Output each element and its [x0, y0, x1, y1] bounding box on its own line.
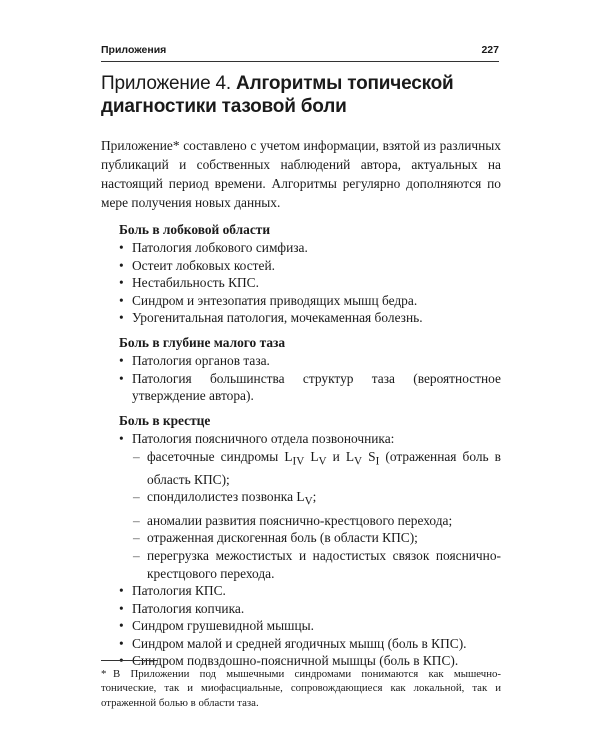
intro-paragraph: Приложение* составлено с учетом информации, взятой из различных публикаций и собственных наблюдений автора, актуальных на настоящий период времени. Алгоритмы регулярно дополняются по мере получения новых данных. — [101, 138, 501, 210]
section-heading: Боль в лобковой области — [119, 222, 271, 237]
subscript: V — [318, 455, 327, 468]
appendix-title-bold: Алгоритмы топической диагностики тазовой боли — [101, 73, 454, 117]
page-number: 227 — [481, 44, 499, 56]
text-part: и L — [326, 448, 355, 464]
section-heading: Боль в глубине малого таза — [119, 335, 286, 350]
list-item: • Синдром подвздошно-поясничной мышцы (боль в КПС). — [119, 652, 501, 670]
appendix-title-prefix: Приложение 4. — [101, 73, 237, 94]
footnote-mark: * — [101, 668, 107, 680]
footnote — [101, 667, 501, 710]
text-part: L — [304, 448, 319, 464]
appendix-title — [101, 72, 501, 118]
list-item: • Остеит лобковых костей. — [119, 257, 501, 275]
list-item: • Патология КПС. — [119, 582, 501, 600]
subscript: V — [304, 496, 313, 509]
sub-item-spondylolisthesis — [132, 488, 501, 511]
list-item: • Нестабильность КПС. — [119, 274, 501, 292]
text-part: фасеточные синдромы L — [147, 448, 293, 464]
list-item: • Патология копчика. — [119, 600, 501, 618]
section-pubic-pain — [119, 221, 501, 327]
running-header — [101, 44, 499, 60]
list-item: • Синдром малой и средней ягодичных мышц (боль в КПС). — [119, 635, 501, 653]
dash-list — [132, 448, 501, 583]
subscript: V — [354, 455, 363, 468]
text-part: S — [362, 448, 376, 464]
sub-item-anomalies: – аномалии развития пояснично-крестцового перехода; — [132, 512, 501, 530]
list-item: • Синдром грушевидной мышцы. — [119, 617, 501, 635]
section-heading: Боль в крестце — [119, 413, 211, 428]
footnote-text: В Приложении под мышечными синдромами понимаются как мышечно-тонические, так и миофасциальные, сопровождающиеся как локальной, так и отраженной болью в области таза. — [101, 668, 501, 709]
running-header-section: Приложения — [101, 44, 167, 56]
sub-item-facet — [132, 448, 501, 489]
subscript: IV — [292, 455, 305, 468]
text-part: (отраженная боль в область КПС); — [147, 448, 502, 487]
list-item: • Патология лобкового симфиза. — [119, 239, 501, 257]
sub-item-discogenic: – отраженная дискогенная боль (в области КПС); — [132, 529, 501, 547]
footnote-rule — [101, 660, 158, 661]
text-part: спондилолистез позвонка L — [147, 489, 305, 505]
bullet-list — [119, 239, 501, 327]
list-item: • Патология большинства структур таза (вероятностное утверждение автора). — [119, 370, 501, 405]
list-item — [119, 430, 501, 582]
header-rule — [101, 61, 499, 62]
bullet-list — [119, 352, 501, 405]
list-item: • Патология органов таза. — [119, 352, 501, 370]
lumbar-item-text: Патология поясничного отдела позвоночника: — [132, 431, 395, 446]
list-item: • Синдром и энтезопатия приводящих мышц бедра. — [119, 292, 501, 310]
sub-item-overload: – перегрузка межостистых и надостистых связок пояснично-крестцового перехода. — [132, 547, 501, 582]
list-item: • Урогенитальная патология, мочекаменная болезнь. — [119, 309, 501, 327]
section-sacrum-pain — [119, 412, 501, 670]
section-deep-pelvis-pain — [119, 334, 501, 405]
bullet-list — [119, 430, 501, 670]
text-part: ; — [312, 489, 317, 505]
subscript: I — [375, 455, 380, 468]
